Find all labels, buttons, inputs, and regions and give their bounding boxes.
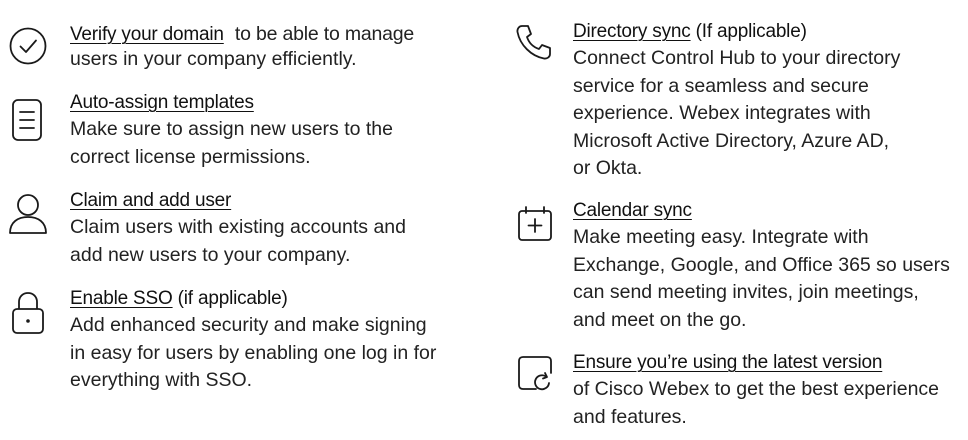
task-desc-line: add new users to your company. [70,243,351,266]
task-desc-line: Connect Control Hub to your directory [573,47,901,69]
task-desc-line: Exchange, Google, and Office 365 so users [573,253,950,276]
task-desc-line: in easy for users by enabling one log in for [70,341,437,364]
task-title [70,190,231,212]
calendar-add-icon [516,205,554,243]
task-desc-line: to be able to manage [234,23,415,45]
directory-sync-link[interactable]: Directory sync [573,21,691,42]
task-title [70,21,414,49]
document-template-icon [10,97,44,143]
task-desc-line: Claim users with existing accounts and [70,216,406,238]
task-title [70,92,254,114]
task-desc-line: Add enhanced security and make signing [70,314,427,336]
task-description [573,45,900,183]
task-desc-line: correct license permissions. [70,145,311,168]
task-title: Directory sync (If applicable) [573,21,807,42]
calendar-sync-link[interactable]: Calendar sync [573,200,692,221]
update-refresh-icon [516,354,556,394]
claim-add-user-link[interactable]: Claim and add user [70,190,232,211]
phone-icon [514,22,554,62]
task-description [70,214,406,269]
task-description [70,46,357,74]
task-title: Enable SSO (if applicable) [70,288,288,309]
latest-version-link[interactable]: Ensure you’re using the latest version [573,352,883,373]
checkmark-circle-icon [8,26,48,66]
task-desc-line: of Cisco Webex to get the best experience [573,378,940,400]
user-icon [6,192,50,236]
task-desc-line: Make meeting easy. Integrate with [573,226,869,248]
auto-assign-templates-link[interactable]: Auto-assign templates [70,92,254,113]
verify-domain-link[interactable]: Verify your domain [70,24,224,45]
task-desc-line: everything with SSO. [70,369,253,391]
lock-icon [10,290,46,336]
task-title [573,200,692,222]
task-desc-line: Microsoft Active Directory, Azure AD, [573,129,890,152]
task-description [573,376,939,431]
task-description [573,224,950,334]
task-desc-line: experience. Webex integrates with [573,102,871,124]
task-desc-line: and features. [573,405,687,428]
task-desc-line: users in your company efficiently. [70,48,357,70]
task-desc-line: or Okta. [573,157,643,179]
task-desc-line: can send meeting invites, join meetings, [573,281,919,303]
task-desc-line: service for a seamless and secure [573,74,869,97]
task-desc-line: Make sure to assign new users to the [70,118,393,140]
enable-sso-link[interactable]: Enable SSO [70,288,173,309]
task-desc-line: and meet on the go. [573,308,747,331]
task-description [70,116,393,171]
task-description [70,312,436,395]
task-title [573,352,882,374]
